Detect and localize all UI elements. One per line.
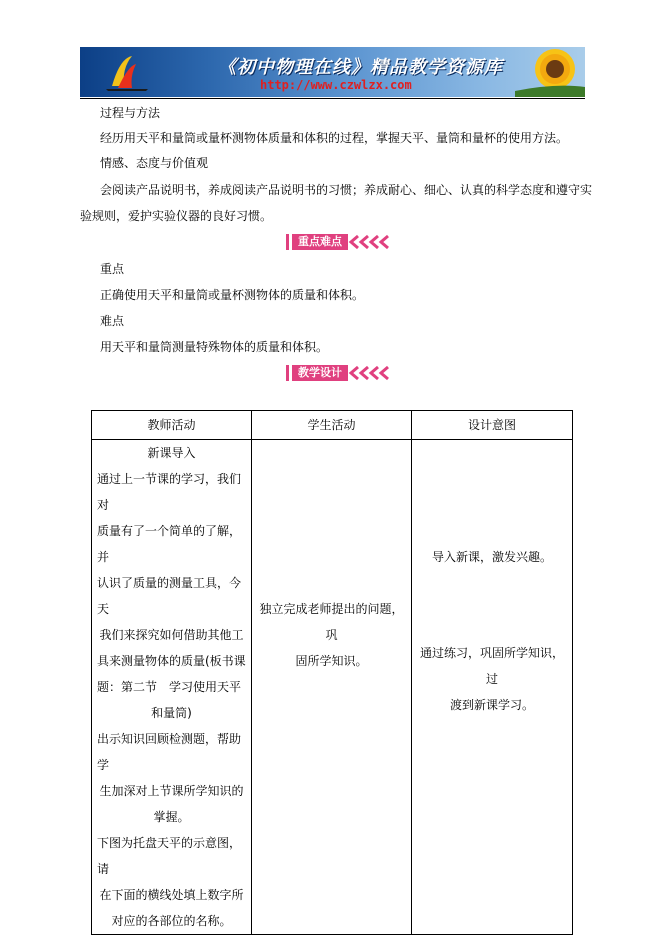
teacher-line: 具来测量物体的质量(板书课 (97, 654, 246, 668)
header-teacher: 教师活动 (92, 411, 252, 440)
design-intent-cell (412, 440, 573, 935)
emotion-text-line2: 验规则，爱护实验仪器的良好习惯。 (80, 209, 273, 223)
intent-line: 通过练习，巩固所学知识，过 (419, 646, 564, 686)
teacher-line: 生加深对上节课所学知识的 (99, 784, 244, 798)
intent-line: 导入新课，激发兴趣。 (431, 550, 552, 564)
banner-url[interactable]: http://www.czwlzx.com (260, 78, 412, 92)
header-banner (80, 47, 585, 97)
teaching-design-table (91, 410, 573, 935)
teacher-line: 下图为托盘天平的示意图，请 (97, 836, 242, 876)
key-points-badge (289, 234, 390, 250)
chevrons-left-icon (348, 234, 390, 250)
intent-line: 渡到新课学习。 (449, 698, 534, 712)
difficult-text: 用天平和量筒测量特殊物体的质量和体积。 (100, 340, 329, 354)
teacher-line: 掌握。 (153, 810, 190, 824)
teacher-line: 在下面的横线处填上数字所 (99, 888, 244, 902)
student-line: 固所学知识。 (295, 654, 368, 668)
banner-title: 《初中物理在线》精品教学资源库 (218, 57, 503, 78)
design-badge-label: 教学设计 (289, 365, 348, 381)
teacher-line: 和量筒) (151, 706, 192, 720)
teacher-line: 我们来探究如何借助其他工 (99, 628, 244, 642)
student-activity-cell (252, 440, 412, 935)
chevrons-left-icon (348, 365, 390, 381)
emotion-text-line1: 会阅读产品说明书，养成阅读产品说明书的习惯；养成耐心、细心、认真的科学态度和遵守实 (100, 183, 593, 197)
sunflower-icon (515, 47, 585, 97)
process-text: 经历用天平和量筒或量杯测物体质量和体积的过程，掌握天平、量筒和量杯的使用方法。 (100, 131, 569, 145)
emotion-heading: 情感、态度与价值观 (100, 156, 209, 170)
teacher-activity-cell (92, 440, 252, 935)
key-heading: 重点 (100, 262, 125, 276)
design-badge (289, 365, 390, 381)
header-intent: 设计意图 (412, 411, 573, 440)
table-header-row (92, 411, 573, 440)
logo-icon (102, 52, 152, 92)
teacher-line: 质量有了一个简单的了解，并 (97, 524, 242, 564)
process-heading: 过程与方法 (100, 106, 161, 120)
intro-title: 新课导入 (147, 446, 196, 460)
table-row (92, 440, 573, 935)
header-student: 学生活动 (252, 411, 412, 440)
teacher-line: 题：第二节 学习使用天平 (97, 680, 242, 694)
teacher-line: 认识了质量的测量工具，今天 (97, 576, 242, 616)
student-line: 独立完成老师提出的问题，巩 (259, 602, 404, 642)
header-rule (80, 98, 585, 99)
teacher-line: 对应的各部位的名称。 (111, 914, 232, 928)
key-points-badge-label: 重点难点 (289, 234, 348, 250)
teacher-line: 通过上一节课的学习，我们对 (97, 472, 242, 512)
difficult-heading: 难点 (100, 314, 125, 328)
key-text: 正确使用天平和量筒或量杯测物体的质量和体积。 (100, 288, 365, 302)
teacher-line: 出示知识回顾检测题，帮助学 (97, 732, 242, 772)
